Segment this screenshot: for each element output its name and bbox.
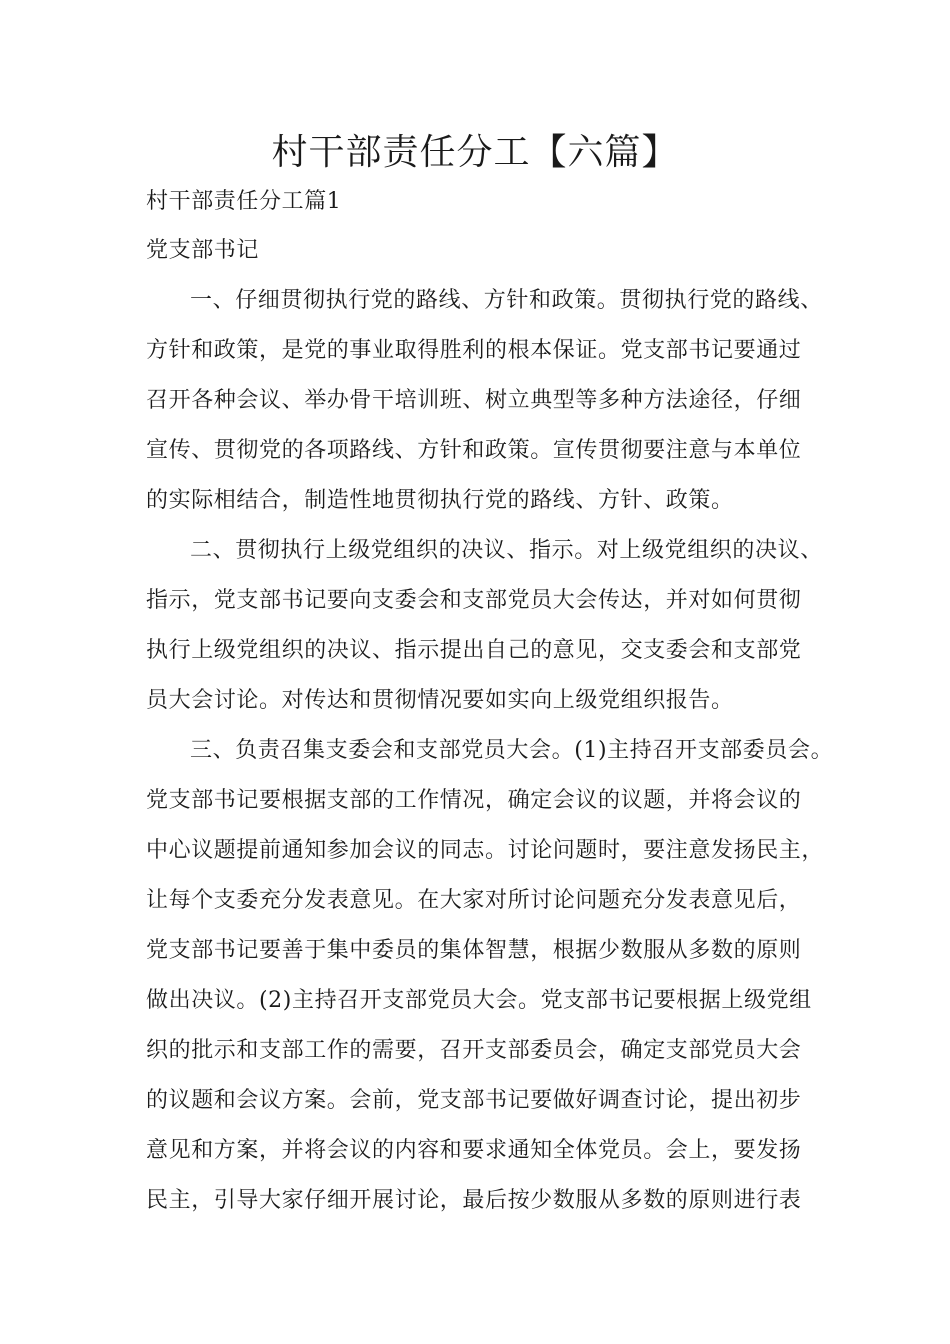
document-title: 村干部责任分工【六篇】 — [271, 132, 679, 173]
paragraph-line: 指示，党支部书记要向支委会和支部党员大会传达，并对如何贯彻 — [146, 588, 802, 613]
paragraph-line: 员大会讨论。对传达和贯彻情况要如实向上级党组织报告。 — [146, 688, 734, 713]
paragraph-line: 执行上级党组织的决议、指示提出自己的意见，交支委会和支部党 — [146, 638, 802, 663]
paragraph-line: 召开各种会议、举办骨干培训班、树立典型等多种方法途径，仔细 — [146, 388, 802, 413]
paragraph-line: 的议题和会议方案。会前，党支部书记要做好调查讨论，提出初步 — [146, 1088, 802, 1113]
paragraph-line: 三、负责召集支委会和支部党员大会。(1)主持召开支部委员会。 — [190, 738, 834, 763]
paragraph-line: 意见和方案，并将会议的内容和要求通知全体党员。会上，要发扬 — [146, 1138, 802, 1163]
paragraph-line: 做出决议。(2)主持召开支部党员大会。党支部书记要根据上级党组 — [146, 988, 812, 1013]
paragraph-line: 二、贯彻执行上级党组织的决议、指示。对上级党组织的决议、 — [190, 538, 823, 563]
paragraph-line: 的实际相结合，制造性地贯彻执行党的路线、方针、政策。 — [146, 488, 734, 513]
paragraph-line: 党支部书记要善于集中委员的集体智慧，根据少数服从多数的原则 — [146, 938, 802, 963]
paragraph-line: 织的批示和支部工作的需要，召开支部委员会，确定支部党员大会 — [146, 1038, 802, 1063]
paragraph-line: 中心议题提前通知参加会议的同志。讨论问题时，要注意发扬民主， — [146, 838, 825, 863]
paragraph-line: 宣传、贯彻党的各项路线、方针和政策。宣传贯彻要注意与本单位 — [146, 438, 802, 463]
paragraph-line: 一、仔细贯彻执行党的路线、方针和政策。贯彻执行党的路线、 — [190, 288, 823, 313]
paragraph-line: 让每个支委充分发表意见。在大家对所讨论问题充分发表意见后， — [146, 888, 802, 913]
section-heading: 党支部书记 — [146, 238, 260, 263]
paragraph-line: 党支部书记要根据支部的工作情况，确定会议的议题，并将会议的 — [146, 788, 802, 813]
paragraph-line: 民主，引导大家仔细开展讨论，最后按少数服从多数的原则进行表 — [146, 1188, 802, 1213]
paragraph-line: 方针和政策，是党的事业取得胜利的根本保证。党支部书记要通过 — [146, 338, 802, 363]
subtitle: 村干部责任分工篇1 — [146, 189, 342, 214]
